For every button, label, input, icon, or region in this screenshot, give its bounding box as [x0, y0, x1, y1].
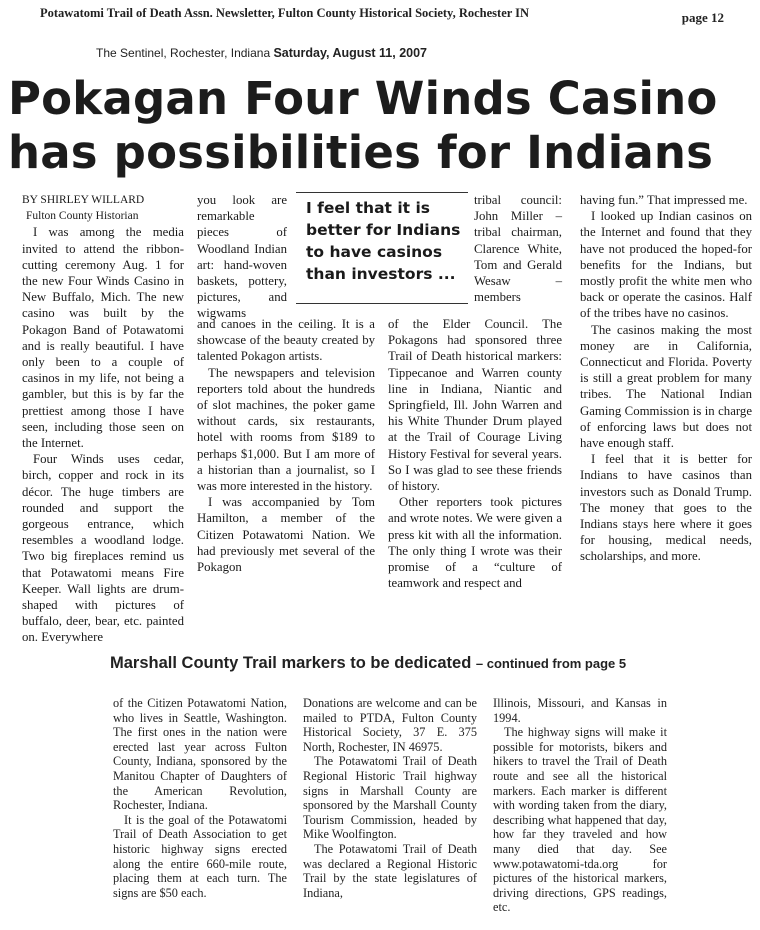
section2-column-3: [493, 696, 667, 915]
paragraph: Other reporters took pictures and wrote notes. We were given a press kit with all the information. The only thing I wrote was their promise of a “culture of teamwork and respect and: [388, 495, 562, 591]
paragraph: The highway signs will make it possible for motorists, bikers and hikers to travel the Trail of Death route and see all the historical markers. Each marker is different with wording taken from the diary, describing what happened that day, how far they traveled and how many died that day. See www.potawatomi-tda.org for pictures of the historical markers, driving directions, GPS readings, etc.: [493, 725, 667, 915]
dateline: [96, 46, 427, 60]
paragraph: of the Elder Council. The Pokagons had sponsored three Trail of Death historical markers: Tippecanoe and Warren county line in Indiana, Niantic and Springfield, Ill. John Warren and his White Thunder Drum played at the Trail of Courage Living History Festival for several years. So I was glad to see these friends of history.: [388, 317, 562, 494]
section2-column-1: [113, 696, 287, 900]
source-name: The Sentinel, Rochester, Indiana: [96, 46, 271, 60]
paragraph: The newspapers and television reporters told about the hundreds of slot machines, the poker game without cards, six restaurants, hotel with rooms from $189 to perhaps $1,000. But I am more of a historian than a journalist, so I was more interested in the history.: [197, 365, 375, 494]
newsletter-header: Potawatomi Trail of Death Assn. Newsletter, Fulton County Historical Society, Rochester IN: [40, 6, 530, 20]
paragraph: and canoes in the ceiling. It is a showcase of the beauty created by talented Pokagon artists.: [197, 317, 375, 364]
publish-date: Saturday, August 11, 2007: [273, 46, 428, 60]
paragraph: tribal council: John Miller – tribal chairman, Clarence White, Tom and Gerald Wesaw – members: [474, 193, 562, 305]
paragraph: you look are remarkable pieces of Woodland Indian art: hand-woven baskets, pottery, pictures, and wigwams: [197, 193, 287, 321]
byline-title: Fulton County Historian: [26, 210, 139, 223]
paragraph: I feel that it is better for Indians to have casinos than investors such as Donald Trump. The money that goes to the Indians stays here where it goes for housing, medical needs, scholarships, and more.: [580, 452, 752, 564]
article-column-3-top: [474, 192, 562, 305]
article-column-3: [388, 316, 562, 591]
section2-column-2: [303, 696, 477, 900]
paragraph: It is the goal of the Potawatomi Trail of Death Association to get historic highway signs erected along the entire 660-mile route, placing them at each turn. The signs are $50 each.: [113, 812, 287, 900]
article-column-2: [197, 316, 375, 575]
paragraph: Four Winds uses cedar, birch, copper and rock in its décor. The huge timbers are rounded and support the gorgeous entrance, which resembles a woodland lodge. Two big fireplaces remind us that Potawatomi means Fire Keeper. Wall lights are drum-shaped with pictures of buffalo, deer, bear, etc. painted on. Everywhere: [22, 452, 184, 645]
headline: [8, 72, 758, 180]
paragraph: having fun.” That impressed me.: [580, 193, 748, 207]
section-heading: [110, 654, 626, 673]
article-column-1: [22, 192, 184, 646]
paragraph: The casinos making the most money are in California, Connecticut and Florida. Poverty is still a great problem for many tribes. The National Indian Gaming Commission is in charge of enforcing laws but does not have enough staff.: [580, 322, 752, 451]
headline-line-1: Pokagan Four Winds Casino: [8, 72, 718, 125]
section-title: Marshall County Trail markers to be dedicated: [110, 654, 472, 672]
byline: BY SHIRLEY WILLARD: [22, 194, 145, 206]
paragraph: The Potawatomi Trail of Death Regional Historic Trail highway signs in Marshall County are sponsored by the Marshall County Tourism Commission, headed by Mike Woolfington.: [303, 754, 477, 842]
paragraph: I looked up Indian casinos on the Internet and found that they have not produced the hoped-for benefits for the Indians, but mostly profit the white men who back or operate the casinos. Half of the tribes have no casinos.: [580, 209, 752, 321]
paragraph: I was among the media invited to attend the ribbon-cutting ceremony Aug. 1 for the new Four Winds Casino in New Buffalo, Mich. The new casino was built by the Pokagon Band of Potawatomi and is really beautiful. I have only been to a couple of casinos in my life, not being a gambler, but this is by far the prettiest among those I have seen, including those seen on the Internet.: [22, 225, 184, 451]
article-column-4: [580, 192, 752, 565]
page-number: page 12: [681, 10, 724, 25]
article-column-2-top: [197, 192, 287, 322]
pull-quote-text: I feel that it is better for Indians to have casinos than investors ...: [306, 199, 461, 283]
paragraph: The Potawatomi Trail of Death was declared a Regional Historic Trail by the state legislatures of Indiana,: [303, 841, 477, 900]
paragraph: Donations are welcome and can be mailed to PTDA, Fulton County Historical Society, 37 E. 375 North, Rochester, IN 46975.: [303, 696, 477, 754]
paragraph: Illinois, Missouri, and Kansas in 1994.: [493, 696, 667, 725]
pull-quote: [296, 192, 468, 304]
paragraph: of the Citizen Potawatomi Nation, who lives in Seattle, Washington. The first ones in the nation were erected last year across Fulton County, Indiana, sponsored by the Manitou Chapter of Daughters of the American Revolution, Rochester, Indiana.: [113, 696, 287, 813]
paragraph: I was accompanied by Tom Hamilton, a member of the Citizen Potawatomi Nation. We had previously met several of the Pokagon: [197, 495, 375, 575]
continued-note: – continued from page 5: [475, 656, 627, 671]
headline-line-2: has possibilities for Indians: [8, 126, 714, 179]
